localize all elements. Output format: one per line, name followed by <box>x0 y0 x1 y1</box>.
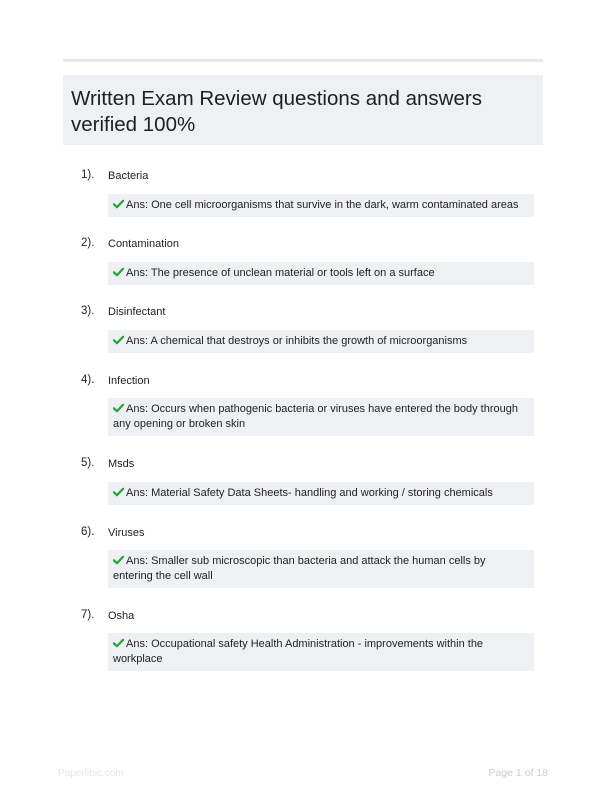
answer-text: Ans: Occupational safety Health Administration - improvements within the workplace <box>113 638 484 665</box>
answer-text: Ans: The presence of unclean material or tools left on a surface <box>126 267 435 279</box>
check-icon <box>113 403 124 413</box>
check-icon <box>113 638 124 648</box>
answer-text: Ans: Occurs when pathogenic bacteria or viruses have entered the body through any opening or broken skin <box>113 403 518 430</box>
answer-box <box>108 633 534 671</box>
answer-text: Ans: Smaller sub microscopic than bacteria and attack the human cells by entering the cell wall <box>113 555 486 582</box>
answer-box <box>108 398 534 436</box>
document-title: Written Exam Review questions and answers verified 100% <box>71 87 482 136</box>
check-icon <box>113 199 124 209</box>
check-icon <box>113 487 124 497</box>
check-icon <box>113 335 124 345</box>
question-number: 7). <box>81 609 95 621</box>
answer-box <box>108 330 534 353</box>
footer-watermark: Paperlibic.com <box>58 768 124 779</box>
question-number: 1). <box>81 169 95 181</box>
question-term: Disinfectant <box>108 306 166 318</box>
question-number: 4). <box>81 374 95 386</box>
question-number: 2). <box>81 237 95 249</box>
question-term: Bacteria <box>108 170 149 182</box>
title-banner <box>63 75 543 145</box>
answer-box <box>108 262 534 285</box>
check-icon <box>113 555 124 565</box>
question-number: 3). <box>81 305 95 317</box>
check-icon <box>113 267 124 277</box>
answer-box <box>108 194 534 217</box>
answer-text: Ans: Material Safety Data Sheets- handling and working / storing chemicals <box>126 487 493 499</box>
question-number: 6). <box>81 526 95 538</box>
question-term: Contamination <box>108 238 179 250</box>
answer-text: Ans: One cell microorganisms that survive in the dark, warm contaminated areas <box>126 199 519 211</box>
page-indicator: Page 1 of 18 <box>488 767 548 779</box>
question-term: Osha <box>108 610 135 622</box>
answer-box <box>108 550 534 588</box>
answer-text: Ans: A chemical that destroys or inhibits the growth of microorganisms <box>126 335 468 347</box>
question-term: Msds <box>108 458 135 470</box>
answer-box <box>108 482 534 505</box>
question-term: Infection <box>108 375 150 387</box>
question-number: 5). <box>81 457 95 469</box>
top-divider <box>63 59 543 62</box>
question-term: Viruses <box>108 527 145 539</box>
